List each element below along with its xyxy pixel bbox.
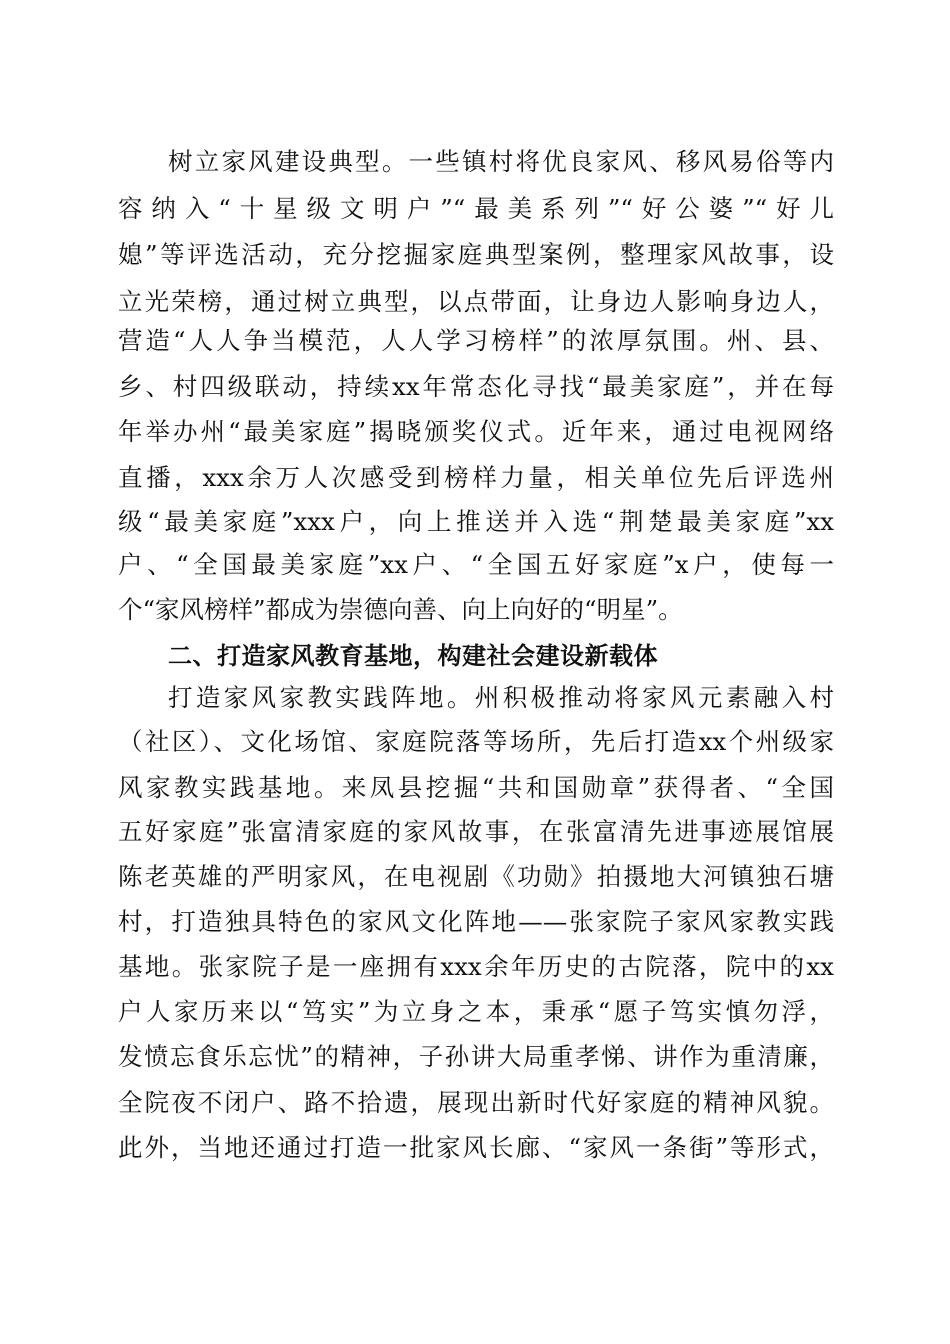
paragraph-1-line-9: 级“最美家庭”xxx户，向上推送并入选“荆楚最美家庭”xx bbox=[118, 507, 834, 536]
paragraph-1-line-2: 容纳入“十星级文明户”“最美系列”“好公婆”“好儿 bbox=[118, 194, 834, 223]
paragraph-1-line-11: 个“家风榜样”都成为崇德向善、向上向好的“明星”。 bbox=[118, 595, 683, 624]
paragraph-2-line-1: 打造家风家教实践阵地。州积极推动将家风元素融入村 bbox=[168, 683, 834, 712]
paragraph-2-line-4: 五好家庭”张富清家庭的家风故事，在张富清先进事迹展馆展 bbox=[118, 817, 834, 846]
paragraph-1-line-7: 年举办州“最美家庭”揭晓颁奖仪式。近年来，通过电视网络 bbox=[118, 417, 834, 446]
paragraph-2-line-7: 基地。张家院子是一座拥有xxx余年历史的古院落，院中的xx bbox=[118, 952, 834, 981]
paragraph-2-line-2: （社区）、文化场馆、家庭院落等场所，先后打造xx个州级家 bbox=[118, 727, 834, 756]
paragraph-2-line-9: 发愤忘食乐忘忧”的精神，子孙讲大局重孝悌、讲作为重清廉， bbox=[118, 1042, 834, 1071]
paragraph-1-line-1: 树立家风建设典型。一些镇村将优良家风、移风易俗等内 bbox=[168, 147, 834, 176]
paragraph-1-line-5: 营造“人人争当模范，人人学习榜样”的浓厚氛围。州、县、 bbox=[118, 326, 834, 355]
paragraph-1-line-4: 立光荣榜，通过树立典型，以点带面，让身边人影响身边人， bbox=[118, 287, 834, 316]
paragraph-2-line-8: 户人家历来以“笃实”为立身之本，秉承“愿子笃实慎勿浮， bbox=[118, 997, 834, 1026]
paragraph-1-line-10: 户、“全国最美家庭”xx户、“全国五好家庭”x户，使每一 bbox=[118, 550, 834, 579]
paragraph-2-line-3: 风家教实践基地。来凤县挖掘“共和国勋章”获得者、“全国 bbox=[118, 773, 834, 802]
section-heading-2: 二、打造家风教育基地，构建社会建设新载体 bbox=[168, 642, 658, 670]
paragraph-1-line-3: 媳”等评选活动，充分挖掘家庭典型案例，整理家风故事，设 bbox=[118, 240, 834, 269]
paragraph-1-line-6: 乡、村四级联动，持续xx年常态化寻找“最美家庭”，并在每 bbox=[118, 372, 834, 401]
paragraph-2-line-5: 陈老英雄的严明家风，在电视剧《功勋》拍摄地大河镇独石塘 bbox=[118, 862, 834, 891]
paragraph-2-line-10: 全院夜不闭户、路不拾遗，展现出新时代好家庭的精神风貌。 bbox=[118, 1088, 834, 1117]
paragraph-1-line-8: 直播，xxx余万人次感受到榜样力量，相关单位先后评选州 bbox=[118, 463, 834, 492]
paragraph-2-line-11: 此外，当地还通过打造一批家风长廊、“家风一条街”等形式， bbox=[118, 1133, 834, 1162]
paragraph-2-line-6: 村，打造独具特色的家风文化阵地——张家院子家风家教实践 bbox=[118, 907, 834, 936]
